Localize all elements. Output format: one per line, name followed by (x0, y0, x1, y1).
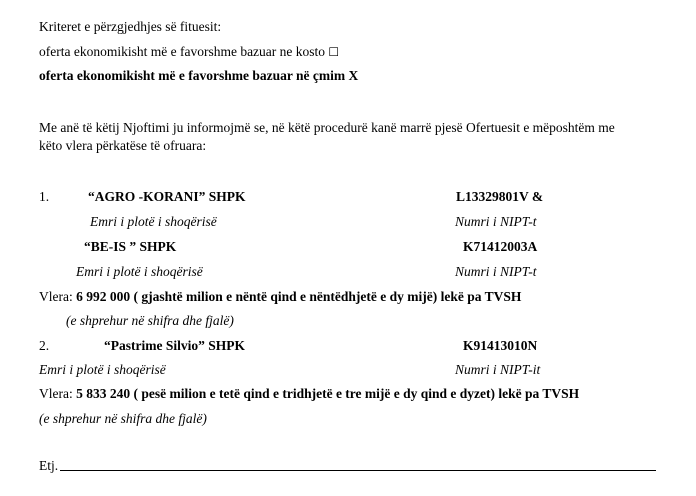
etj-label: Etj. (39, 458, 59, 473)
bidder-2-nipt-caption: Numri i NIPT-it (455, 362, 541, 377)
bidder-1-value-line (39, 289, 521, 305)
bidder-1-partner-nipt-caption: Numri i NIPT-t (455, 264, 537, 279)
bidder-1-partner-name-caption: Emri i plotë i shoqërisë (76, 264, 203, 279)
criteria-option-price: oferta ekonomikisht më e favorshme bazuar në çmim X (39, 68, 359, 83)
intro-line-1: Me anë të këtij Njoftimi ju informojmë se, në këtë procedurë kanë marrë pjesë Ofertuesit e mëposhtëm me (39, 120, 615, 135)
bidder-2-name-caption: Emri i plotë i shoqërisë (39, 362, 166, 377)
bidder-1-value-caption: (e shprehur në shifra dhe fjalë) (66, 313, 234, 328)
bidder-2-nipt: K91413010N (463, 338, 538, 353)
bidder-2-value: 5 833 240 ( pesë milion e tetë qind e tridhjetë e tre mijë e dy qind e dyzet) lekë pa TVSH (76, 386, 580, 401)
bidder-1-company: “AGRO -KORANI” SHPK (88, 189, 246, 204)
bidder-2-value-label: Vlera: (39, 386, 73, 401)
bidder-1-partner-nipt: K71412003A (463, 239, 538, 254)
bidder-1-name-caption: Emri i plotë i shoqërisë (90, 214, 217, 229)
criteria-heading: Kriteret e përzgjedhjes së fituesit: (39, 19, 222, 34)
bidder-2-company: “Pastrime Silvio” SHPK (104, 338, 245, 353)
bidder-2-value-caption: (e shprehur në shifra dhe fjalë) (39, 411, 207, 426)
bidder-1-partner-company: “BE-IS ” SHPK (84, 239, 177, 254)
bidder-1-value: 6 992 000 ( gjashtë milion e nëntë qind e nëntëdhjetë e dy mijë) lekë pa TVSH (76, 289, 522, 304)
criteria-option-cost-text: oferta ekonomikisht më e favorshme bazuar ne kosto (39, 44, 326, 59)
bidder-2-value-line (39, 386, 579, 402)
bidder-2-number: 2. (39, 338, 50, 353)
checkbox-empty-icon: ☐ (328, 45, 340, 59)
intro-line-2: këto vlera përkatëse të ofruara: (39, 138, 207, 153)
criteria-option-cost (39, 44, 339, 60)
bidder-1-nipt-caption: Numri i NIPT-t (455, 214, 537, 229)
bidder-1-number: 1. (39, 189, 50, 204)
etj-underline (60, 470, 656, 471)
bidder-1-nipt: L13329801V & (456, 189, 544, 204)
bidder-1-value-label: Vlera: (39, 289, 73, 304)
